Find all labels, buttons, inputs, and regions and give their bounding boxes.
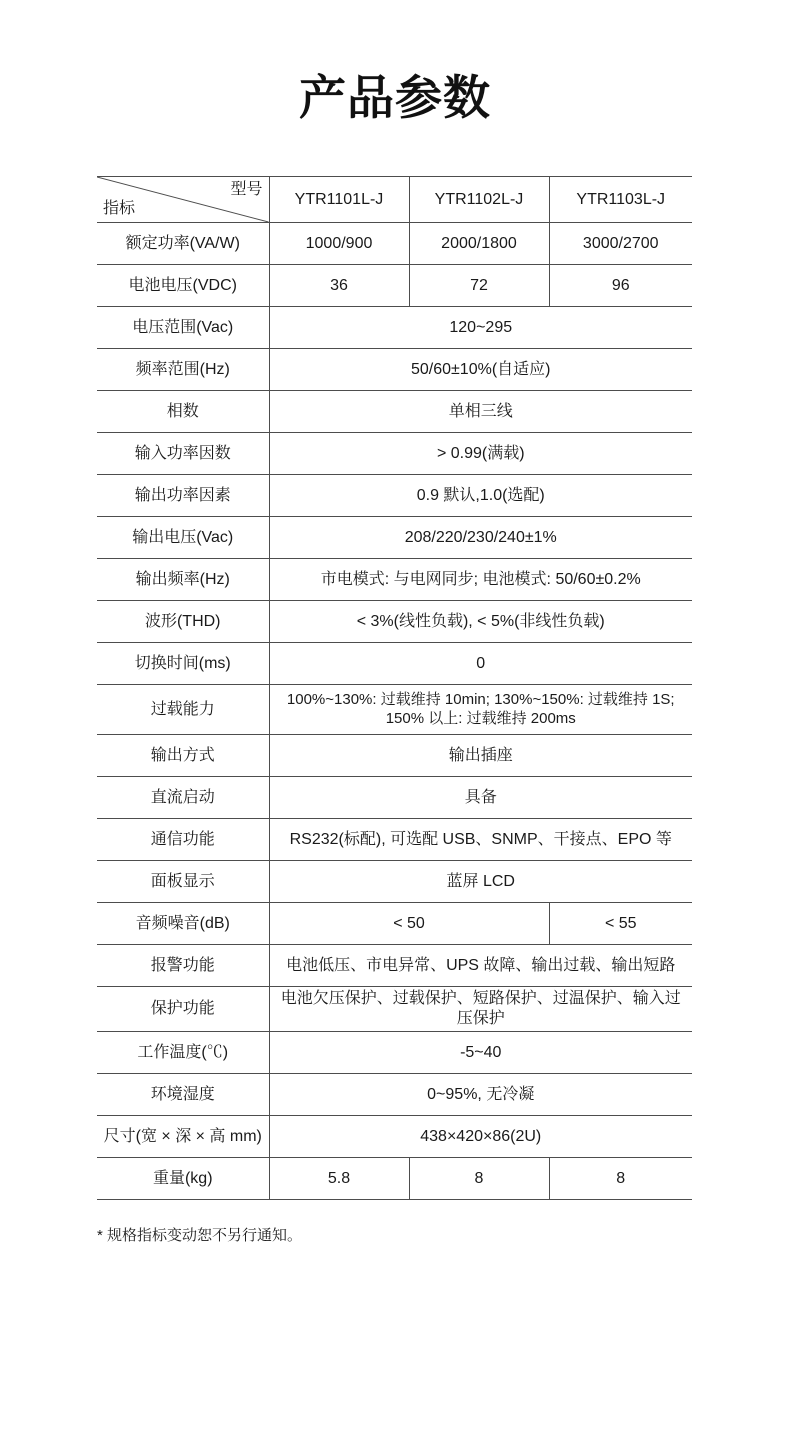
table-row	[97, 777, 692, 819]
table-row	[97, 643, 692, 685]
row-value: < 3%(线性负载), < 5%(非线性负载)	[269, 601, 692, 643]
table-row	[97, 307, 692, 349]
corner-indicator-label: 指标	[103, 200, 136, 217]
table-row	[97, 475, 692, 517]
row-label: 输出方式	[97, 735, 269, 777]
table-row	[97, 433, 692, 475]
row-label: 面板显示	[97, 861, 269, 903]
model-header: YTR1101L-J	[269, 177, 409, 223]
row-value: 5.8	[269, 1158, 409, 1200]
row-value: 0	[269, 643, 692, 685]
corner-cell	[97, 177, 269, 223]
table-row	[97, 1158, 692, 1200]
table-row	[97, 819, 692, 861]
row-value: < 50	[269, 903, 549, 945]
table-row	[97, 391, 692, 433]
table-row	[97, 735, 692, 777]
table-row	[97, 349, 692, 391]
row-value: < 55	[549, 903, 692, 945]
table-header-row	[97, 177, 692, 223]
table-row	[97, 987, 692, 1032]
row-value: 8	[409, 1158, 549, 1200]
row-value: > 0.99(满载)	[269, 433, 692, 475]
table-row	[97, 517, 692, 559]
table-row	[97, 1032, 692, 1074]
row-value: 具备	[269, 777, 692, 819]
table-row	[97, 559, 692, 601]
row-label: 重量(kg)	[97, 1158, 269, 1200]
table-row	[97, 945, 692, 987]
row-label: 输出电压(Vac)	[97, 517, 269, 559]
row-value: 96	[549, 265, 692, 307]
row-label: 环境湿度	[97, 1074, 269, 1116]
row-label: 尺寸(宽 × 深 × 高 mm)	[97, 1116, 269, 1158]
row-value: 2000/1800	[409, 223, 549, 265]
row-label: 切换时间(ms)	[97, 643, 269, 685]
row-label: 保护功能	[97, 987, 269, 1032]
table-row	[97, 223, 692, 265]
row-value: 蓝屏 LCD	[269, 861, 692, 903]
row-label: 直流启动	[97, 777, 269, 819]
table-row	[97, 601, 692, 643]
row-label: 报警功能	[97, 945, 269, 987]
row-value: 电池欠压保护、过载保护、短路保护、过温保护、输入过压保护	[269, 987, 692, 1032]
row-value: 输出插座	[269, 735, 692, 777]
row-label: 输出功率因素	[97, 475, 269, 517]
row-value: 3000/2700	[549, 223, 692, 265]
row-value: 0.9 默认,1.0(选配)	[269, 475, 692, 517]
model-header: YTR1102L-J	[409, 177, 549, 223]
spec-table	[97, 176, 692, 1200]
row-label: 波形(THD)	[97, 601, 269, 643]
row-value: 120~295	[269, 307, 692, 349]
row-label: 输入功率因数	[97, 433, 269, 475]
row-value: 市电模式: 与电网同步; 电池模式: 50/60±0.2%	[269, 559, 692, 601]
row-value: -5~40	[269, 1032, 692, 1074]
footnote: * 规格指标变动恕不另行通知。	[97, 1227, 303, 1244]
row-label: 额定功率(VA/W)	[97, 223, 269, 265]
row-label: 电压范围(Vac)	[97, 307, 269, 349]
page-title: 产品参数	[299, 71, 491, 124]
row-label: 电池电压(VDC)	[97, 265, 269, 307]
table-row	[97, 265, 692, 307]
table-row	[97, 861, 692, 903]
row-value: 8	[549, 1158, 692, 1200]
row-value: RS232(标配), 可选配 USB、SNMP、干接点、EPO 等	[269, 819, 692, 861]
row-label: 输出频率(Hz)	[97, 559, 269, 601]
row-label: 相数	[97, 391, 269, 433]
table-row	[97, 903, 692, 945]
row-value: 72	[409, 265, 549, 307]
row-value: 1000/900	[269, 223, 409, 265]
row-value: 438×420×86(2U)	[269, 1116, 692, 1158]
row-value: 100%~130%: 过载维持 10min; 130%~150%: 过载维持 1S; 150% 以上: 过载维持 200ms	[269, 685, 692, 735]
model-header: YTR1103L-J	[549, 177, 692, 223]
table-row	[97, 1116, 692, 1158]
row-value: 36	[269, 265, 409, 307]
corner-model-label: 型号	[230, 181, 263, 198]
row-value: 208/220/230/240±1%	[269, 517, 692, 559]
row-value: 0~95%, 无冷凝	[269, 1074, 692, 1116]
row-label: 工作温度(℃)	[97, 1032, 269, 1074]
product-spec-page	[0, 71, 790, 1435]
row-value: 50/60±10%(自适应)	[269, 349, 692, 391]
row-label: 音频噪音(dB)	[97, 903, 269, 945]
table-row	[97, 685, 692, 735]
table-row	[97, 1074, 692, 1116]
row-label: 频率范围(Hz)	[97, 349, 269, 391]
row-label: 通信功能	[97, 819, 269, 861]
row-value: 单相三线	[269, 391, 692, 433]
row-value: 电池低压、市电异常、UPS 故障、输出过载、输出短路	[269, 945, 692, 987]
row-label: 过载能力	[97, 685, 269, 735]
